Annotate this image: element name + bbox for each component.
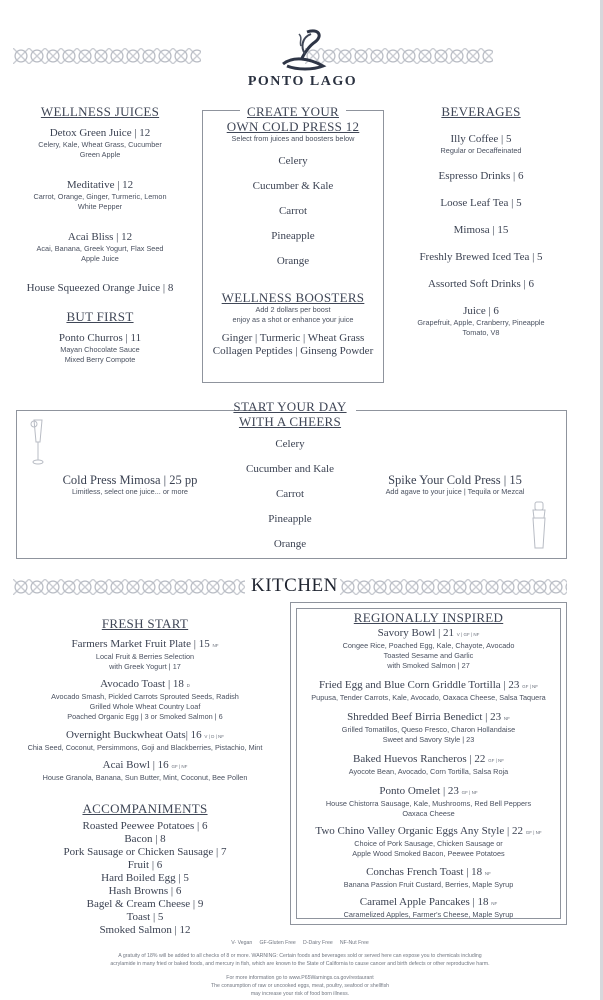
menu-item: Savory Bowl | 21 V | GF | NF Congee Rice, Poached Egg, Kale, Chayote, Avocado Toasted Sesame and Garlic with Smoked Salmon | 27	[342, 627, 515, 670]
menu-item: Freshly Brewed Iced Tea | 5	[419, 251, 543, 263]
juice-option: Cucumber & Kale	[252, 180, 334, 192]
menu-item: Detox Green Juice | 12 Celery, Kale, Wheat Grass, Cucumber Green Apple	[38, 127, 162, 159]
juice-option: Pineapple	[271, 230, 315, 242]
section-title: START YOUR DAY	[233, 399, 347, 414]
brand-logo	[240, 28, 365, 90]
menu-item: Shredded Beef Birria Benedict | 23 NF Grilled Tomatillos, Queso Fresco, Charon Hollandaise Sweet and Savory Style | 23	[341, 711, 516, 744]
menu-item: Toast | 5	[126, 911, 164, 923]
menu-item: Fried Egg and Blue Corn Griddle Tortilla | 23 GF | NF Pupusa, Tender Carrots, Kale, Avocado, Oaxaca Cheese, Salsa Taquera	[311, 679, 546, 702]
beverages-section	[396, 104, 566, 338]
section-title: ACCOMPANIMENTS	[82, 801, 208, 816]
menu-item: Illy Coffee | 5 Regular or Decaffeinated	[440, 133, 522, 155]
menu-item: Fruit | 6	[127, 859, 163, 871]
menu-item: Hard Boiled Egg | 5	[101, 872, 189, 884]
gratuity-warning: A gratuity of 18% will be added to all checks of 8 or more. WARNING: Certain foods and beverages sold or served here can expose you to chemicals including acrylamide in many fried or baked foods, and mercury in fish, which are known to the State of California to cause cancer and birth defects or other reproductive harm.	[110, 953, 490, 967]
cocktail-shaker-icon	[528, 500, 550, 550]
menu-item: Ponto Churros | 11 Mayan Chocolate Sauce Mixed Berry Compote	[58, 332, 142, 364]
cheers-section: START YOUR DAY WITH A CHEERS Celery Cucumber and Kale Carrot Pineapple Orange	[210, 399, 370, 551]
menu-item: Assorted Soft Drinks | 6	[427, 278, 535, 290]
menu-item: Avocado Toast | 18 D Avocado Smash, Pickled Carrots Sprouted Seeds, Radish Grilled Whole Wheat Country Loaf Poached Organic Egg | 3 or Smoked Salmon | 6	[51, 678, 239, 721]
menu-item: Acai Bowl | 16 GF | NF House Granola, Banana, Sun Butter, Mint, Coconut, Bee Pollen	[42, 759, 248, 782]
menu-item: Bacon | 8	[124, 833, 166, 845]
decorative-pattern-left	[13, 579, 245, 595]
spike-cold-press: Spike Your Cold Press | 15 Add agave to your juice | Tequila or Mezcal	[385, 473, 525, 496]
accompaniments-section	[0, 801, 290, 937]
section-title: WELLNESS BOOSTERS	[221, 290, 365, 305]
menu-item: Bagel & Cream Cheese | 9	[86, 898, 204, 910]
juice-option: Carrot	[278, 205, 308, 217]
section-title: BEVERAGES	[441, 104, 521, 119]
juice-option: Orange	[276, 255, 310, 267]
menu-item: Loose Leaf Tea | 5	[440, 197, 522, 209]
menu-item: Caramel Apple Pancakes | 18 NF Caramelized Apples, Farmer's Cheese, Maple Syrup	[343, 896, 514, 919]
section-title: CREATE YOUR	[246, 104, 339, 119]
kitchen-title: KITCHEN	[251, 575, 338, 596]
wellness-juices-section	[0, 104, 200, 365]
menu-item: Smoked Salmon | 12	[99, 924, 191, 936]
cold-press-section: CREATE YOUR OWN COLD PRESS 12 Select from juices and boosters below Celery Cucumber & Kale Carrot Pineapple Orange WELLNESS BOOSTERS Add 2 dollars per boost enjoy as a shot or enhance your juice Ginger | Turmeric | Wheat Grass Collagen Peptides | Ginseng Powder	[202, 104, 384, 358]
menu-item: Meditative | 12 Carrot, Orange, Ginger, Turmeric, Lemon White Pepper	[33, 179, 167, 211]
cold-press-mimosa: Cold Press Mimosa | 25 pp Limitless, select one juice... or more	[62, 473, 198, 496]
section-title: FRESH START	[101, 616, 189, 631]
menu-item: Conchas French Toast | 18 NF Banana Passion Fruit Custard, Berries, Maple Syrup	[343, 866, 514, 889]
ponto-lago-monogram-icon	[279, 28, 327, 72]
champagne-flute-icon	[28, 416, 48, 468]
decorative-pattern-left	[13, 48, 201, 64]
brand-name: PONTO LAGO	[247, 74, 358, 89]
menu-item: Roasted Peewee Potatoes | 6	[82, 820, 208, 832]
menu-item: Overnight Buckwheat Oats| 16 V | D | NF Chia Seed, Coconut, Persimmons, Goji and Blackberries, Pistachio, Mint	[27, 729, 263, 752]
menu-item: Juice | 6 Grapefruit, Apple, Cranberry, Pineapple Tomato, V8	[417, 305, 545, 337]
menu-item: Farmers Market Fruit Plate | 15 NF Local Fruit & Berries Selection with Greek Yogurt | 17	[71, 638, 219, 671]
menu-item: Acai Bliss | 12 Acai, Banana, Greek Yogurt, Flax Seed Apple Juice	[36, 231, 164, 263]
menu-item: Mimosa | 15	[453, 224, 509, 236]
menu-item: Espresso Drinks | 6	[438, 170, 524, 182]
dietary-legend: V- Vegan GF-Gluten Free D-Dairy Free NF-Nut Free	[231, 940, 369, 946]
juice-option: Celery	[278, 155, 308, 167]
section-title: WITH A CHEERS	[238, 414, 342, 429]
decorative-pattern-right	[340, 579, 567, 595]
section-title: BUT FIRST	[66, 309, 134, 324]
menu-item: Hash Browns | 6	[108, 885, 182, 897]
menu-item: Pork Sausage or Chicken Sausage | 7	[63, 846, 227, 858]
menu-item: Baked Huevos Rancheros | 22 GF | NF Ayocote Bean, Avocado, Corn Tortilla, Salsa Roja	[348, 753, 509, 776]
section-title: WELLNESS JUICES	[40, 104, 160, 119]
regionally-inspired-section	[296, 610, 561, 920]
food-safety-info: For more information go to www.P65Warnings.ca.gov/restaurant The consumption of raw or uncooked eggs, meat, poultry, seafood or shellfish may increase your risk of food born illness.	[210, 975, 390, 997]
fresh-start-section	[0, 616, 290, 783]
menu-item: Ponto Omelet | 23 GF | NF House Chistorra Sausage, Kale, Mushrooms, Red Bell Peppers Oaxaca Cheese	[325, 785, 532, 818]
menu-item: House Squeezed Orange Juice | 8	[26, 282, 174, 294]
section-title: REGIONALLY INSPIRED	[353, 610, 504, 625]
section-title: OWN COLD PRESS 12	[226, 119, 360, 134]
menu-item: Two Chino Valley Organic Eggs Any Style | 22 GF | NF Choice of Pork Sausage, Chicken Sausage or Apple Wood Smoked Bacon, Peewee Potatoes	[315, 825, 542, 858]
